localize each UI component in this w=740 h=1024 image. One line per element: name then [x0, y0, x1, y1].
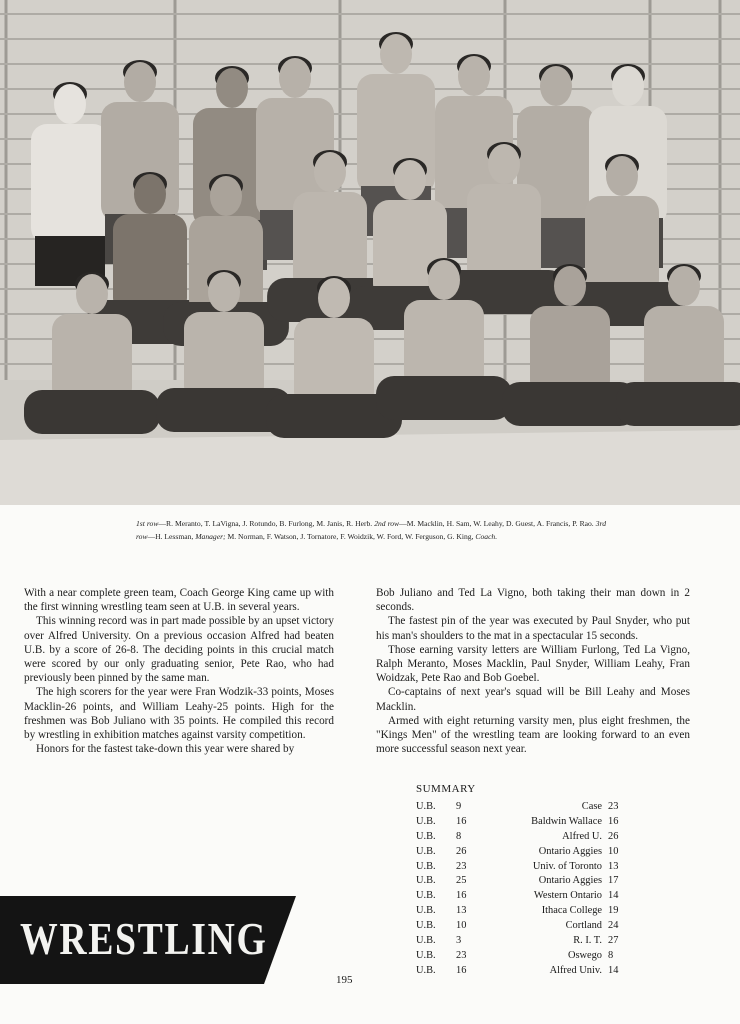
summary-row: [416, 874, 628, 889]
summary-score: 16: [456, 964, 467, 976]
summary-opponent: Oswego: [567, 949, 602, 961]
summary-team: U.B.: [416, 830, 436, 842]
summary-score: 23: [456, 860, 467, 872]
summary-opponent: Ontario Aggies: [538, 875, 602, 887]
summary-opponent: Cortland: [565, 920, 602, 932]
summary-score: 13: [456, 905, 467, 917]
caption-manager: Manager;: [195, 531, 226, 541]
summary-opponent: Ontario Aggies: [538, 845, 602, 857]
summary-row: [416, 800, 628, 815]
summary-opp-score: 10: [608, 845, 619, 857]
summary-team: U.B.: [416, 875, 436, 887]
caption-row3-names-b: M. Norman, F. Watson, J. Tornatore, F. Woidzik, W. Ford, W. Ferguson, G. King,: [225, 531, 476, 541]
summary-row: [416, 815, 628, 830]
summary-table: [416, 800, 628, 979]
caption-row1-label: 1st row: [136, 519, 159, 528]
summary-opp-score: 23: [608, 801, 619, 812]
summary-team: U.B.: [416, 920, 436, 932]
summary-score: 16: [456, 815, 467, 827]
team-photo: [0, 0, 740, 505]
paragraph: The fastest pin of the year was executed by Paul Snyder, who put his man's shoulders to the mat in a spectacular 15 seconds.: [376, 615, 690, 642]
summary-row: [416, 919, 628, 934]
summary-row: [416, 964, 628, 979]
summary-opponent: Univ. of Toronto: [532, 860, 602, 872]
summary-opponent: Case: [581, 801, 602, 812]
caption-row2-label: 2nd row: [374, 519, 400, 528]
summary-opp-score: 14: [608, 890, 619, 902]
caption-row3-label: 3rd row: [136, 519, 606, 541]
summary-opp-score: 16: [608, 815, 619, 827]
summary-opp-score: 19: [608, 905, 619, 917]
caption-row1-names: —R. Meranto, T. LaVigna, J. Rotundo, B. Furlong, M. Janis, R. Herb.: [158, 519, 375, 528]
caption-row3-names-a: —H. Lessman,: [147, 531, 196, 541]
summary-score: 10: [456, 920, 467, 932]
paragraph: Those earning varsity letters are William Furlong, Ted La Vigno, Ralph Meranto, Moses Macklin, Paul Snyder, William Leahy, Fran Woidzak, Pete Rao and Bob Goebel.: [376, 643, 690, 685]
paragraph: Co-captains of next year's squad will be Bill Leahy and Moses Macklin.: [376, 686, 690, 713]
summary-opponent: Ithaca College: [541, 905, 602, 917]
summary-team: U.B.: [416, 860, 436, 872]
summary-row: [416, 889, 628, 904]
summary-score: 16: [456, 890, 467, 902]
summary-opp-score: 14: [608, 964, 619, 976]
summary-opp-score: 26: [608, 830, 619, 842]
summary-team: U.B.: [416, 801, 436, 812]
photo-caption: [136, 518, 606, 543]
summary-team: U.B.: [416, 964, 436, 976]
summary-team: U.B.: [416, 815, 436, 827]
team-photo-illustration: [0, 0, 740, 505]
summary-opp-score: 8: [608, 949, 614, 961]
summary-row: [416, 934, 628, 949]
paragraph: This winning record was in part made possible by an upset victory over Alfred University. On a previous occasion Alfred had beaten U.B. by a score of 26-8. The deciding points in this crucial match were scored by our only graduating senior, Pete Rao, who had previously been pinned by the same man.: [24, 615, 334, 685]
summary-score: 25: [456, 875, 467, 887]
paragraph: Bob Juliano and Ted La Vigno, both taking their man down in 2 seconds.: [376, 587, 690, 614]
summary-row: [416, 904, 628, 919]
summary-team: U.B.: [416, 935, 436, 947]
section-title: WRESTLING: [20, 913, 268, 964]
page-number: 195: [336, 974, 353, 986]
summary-opponent: Alfred U.: [562, 830, 602, 842]
summary-opp-score: 24: [608, 920, 619, 932]
paragraph: Honors for the fastest take-down this year were shared by: [36, 743, 295, 756]
summary-team: U.B.: [416, 949, 436, 961]
paragraph: The high scorers for the year were Fran Wodzik-33 points, Moses Macklin-26 points, and William Leahy-25 points. High for the freshmen was Bob Juliano with 35 points. He compiled this record by wrestling in exhibition matches against varsity competition.: [24, 686, 334, 742]
summary-title: SUMMARY: [416, 783, 476, 795]
summary-score: 23: [456, 949, 467, 961]
summary-row: [416, 949, 628, 964]
paragraph: Armed with eight returning varsity men, plus eight freshmen, the "Kings Men" of the wrestling team are looking forward to an even more successful season next year.: [376, 714, 690, 756]
summary-score: 8: [456, 830, 462, 842]
summary-opponent: Baldwin Wallace: [531, 815, 602, 827]
summary-score: 9: [456, 801, 462, 812]
summary-opponent: Western Ontario: [533, 890, 602, 902]
article-right-column: [376, 586, 690, 756]
summary-opp-score: 27: [608, 935, 619, 947]
summary-opponent: R. I. T.: [573, 935, 602, 947]
summary-score: 3: [456, 935, 462, 947]
article-left-column: [24, 586, 334, 756]
paragraph: With a near complete green team, Coach George King came up with the first winning wrestling team seen at U.B. in several years.: [24, 587, 334, 614]
summary-team: U.B.: [416, 890, 436, 902]
summary-row: [416, 830, 628, 845]
caption-row2-names: —M. Macklin, H. Sam, W. Leahy, D. Guest, A. Francis, P. Rao.: [399, 519, 596, 528]
summary-opponent: Alfred Univ.: [549, 964, 602, 976]
summary-row: [416, 860, 628, 875]
summary-score: 26: [456, 845, 467, 857]
summary-team: U.B.: [416, 905, 436, 917]
caption-coach: Coach.: [475, 531, 498, 541]
summary-opp-score: 13: [608, 860, 619, 872]
summary-row: [416, 845, 628, 860]
summary-opp-score: 17: [608, 875, 619, 887]
summary-team: U.B.: [416, 845, 436, 857]
